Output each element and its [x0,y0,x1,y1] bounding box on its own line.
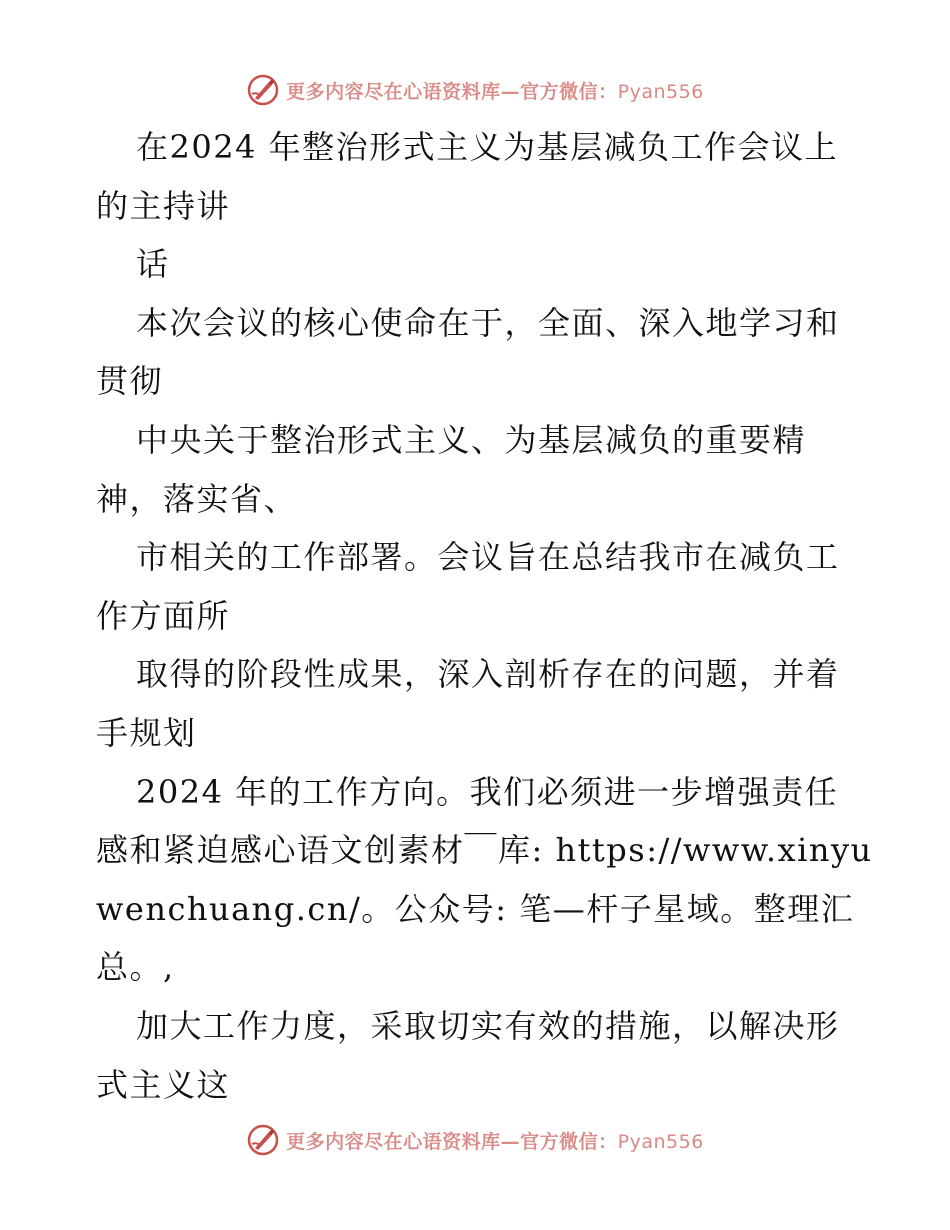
text-line: 感和紧迫感心语文创素材￣库: https://www.xinyu [96,831,873,870]
pen-logo-icon [246,1123,280,1157]
text-line: 总。, [96,948,175,987]
text-line: wenchuang.cn/。公众号: 笔—杆子星域。整理汇 [96,889,855,928]
text-line: 作方面所 [96,596,231,635]
text-line: 在2024 年整治形式主义为基层减负工作会议上 [136,128,839,166]
pen-logo-icon [246,73,280,107]
text-line: 2024 年的工作方向。我们必须进一步增强责任 [136,772,839,811]
text-line: 贯彻 [96,362,164,401]
text-line: 中央关于整治形式主义、为基层减负的重要精 [136,420,807,459]
text-line: 市相关的工作部署。会议旨在总结我市在减负工 [136,538,840,577]
document-body [96,118,876,1114]
footer-watermark [0,1120,950,1160]
watermark-text: 更多内容尽在心语资料库—官方微信：Pyan556 [286,80,704,103]
text-line: 加大工作力度，采取切实有效的措施，以解决形 [136,1006,840,1045]
text-line: 手规划 [96,713,197,752]
header-watermark [0,70,950,110]
text-line: 式主义这 [96,1065,231,1104]
watermark-text: 更多内容尽在心语资料库—官方微信：Pyan556 [286,1130,704,1153]
text-line: 取得的阶段性成果，深入剖析存在的问题，并着 [136,655,840,694]
text-line: 神，落实省、 [96,479,298,518]
text-line: 话 [136,245,170,284]
text-line: 本次会议的核心使命在于，全面、深入地学习和 [136,303,840,342]
text-line: 的主持讲 [96,186,231,225]
